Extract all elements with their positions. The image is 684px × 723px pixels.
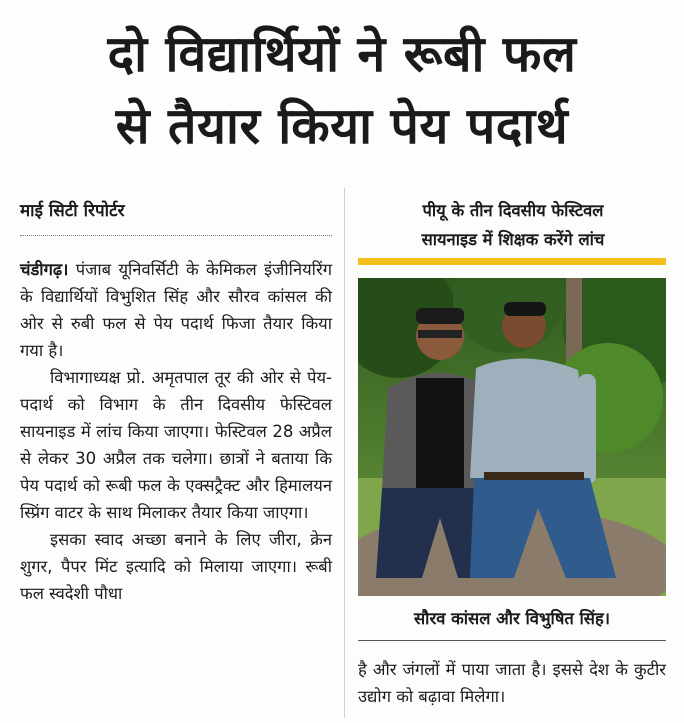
byline-divider (20, 235, 332, 236)
sidebar-headline (360, 196, 666, 254)
article-body (20, 256, 332, 607)
photo-caption: सौरव कांसल और विभुषित सिंह। (414, 609, 610, 628)
photo-students (358, 278, 666, 596)
byline: माई सिटी रिपोर्टर (20, 201, 125, 221)
sidebar-headline-line-2: सायनाइड में शिक्षक करेंगे लांच (421, 230, 605, 249)
headline-line-1: दो विद्यार्थियों ने रूबी फल (107, 25, 577, 83)
article-continuation: है और जंगलों में पाया जाता है। इससे देश के कुटीर उद्योग को बढ़ावा मिलेगा। (358, 660, 666, 706)
headline-line-2: से तैयार किया पेय पदार्थ (115, 97, 569, 155)
headline (0, 18, 684, 162)
sidebar-headline-line-1: पीयू के तीन दिवसीय फेस्टिवल (422, 201, 604, 220)
column-divider (344, 188, 345, 718)
photo-illustration (358, 278, 666, 596)
dateline: चंडीगढ़। (20, 260, 69, 279)
caption-divider (358, 640, 666, 641)
article-paragraph-3: इसका स्वाद अच्छा बनाने के लिए जीरा, क्रेन शुगर, पैपर मिंट इत्यादि को मिलाया जाएगा। रूबी फल स्वदेशी पौधा (20, 530, 332, 603)
article-paragraph-2: विभागाध्यक्ष प्रो. अमृतपाल तूर की ओर से पेय-पदार्थ को विभाग के तीन दिवसीय फेस्टिवल सायनाइड में लांच किया जाएगा। फेस्टिवल 28 अप्रैल से लेकर 30 अप्रैल तक चलेगा। छात्रों ने बताया कि पेय पदार्थ को रूबी फल के एक्सट्रैक्ट और हिमालयन स्प्रिंग वाटर के साथ मिलाकर तैयार किया जाएगा। (20, 368, 332, 522)
article-paragraph-1 (20, 256, 332, 364)
accent-bar (358, 258, 666, 265)
article-paragraph-1-text: पंजाब यूनिवर्सिटी के केमिकल इंजीनियरिंग के विद्यार्थियों विभुशित सिंह और सौरव कांसल की ओर से रुबी फल से पेय पदार्थ फिजा तैयार किया गया है। (20, 260, 332, 360)
